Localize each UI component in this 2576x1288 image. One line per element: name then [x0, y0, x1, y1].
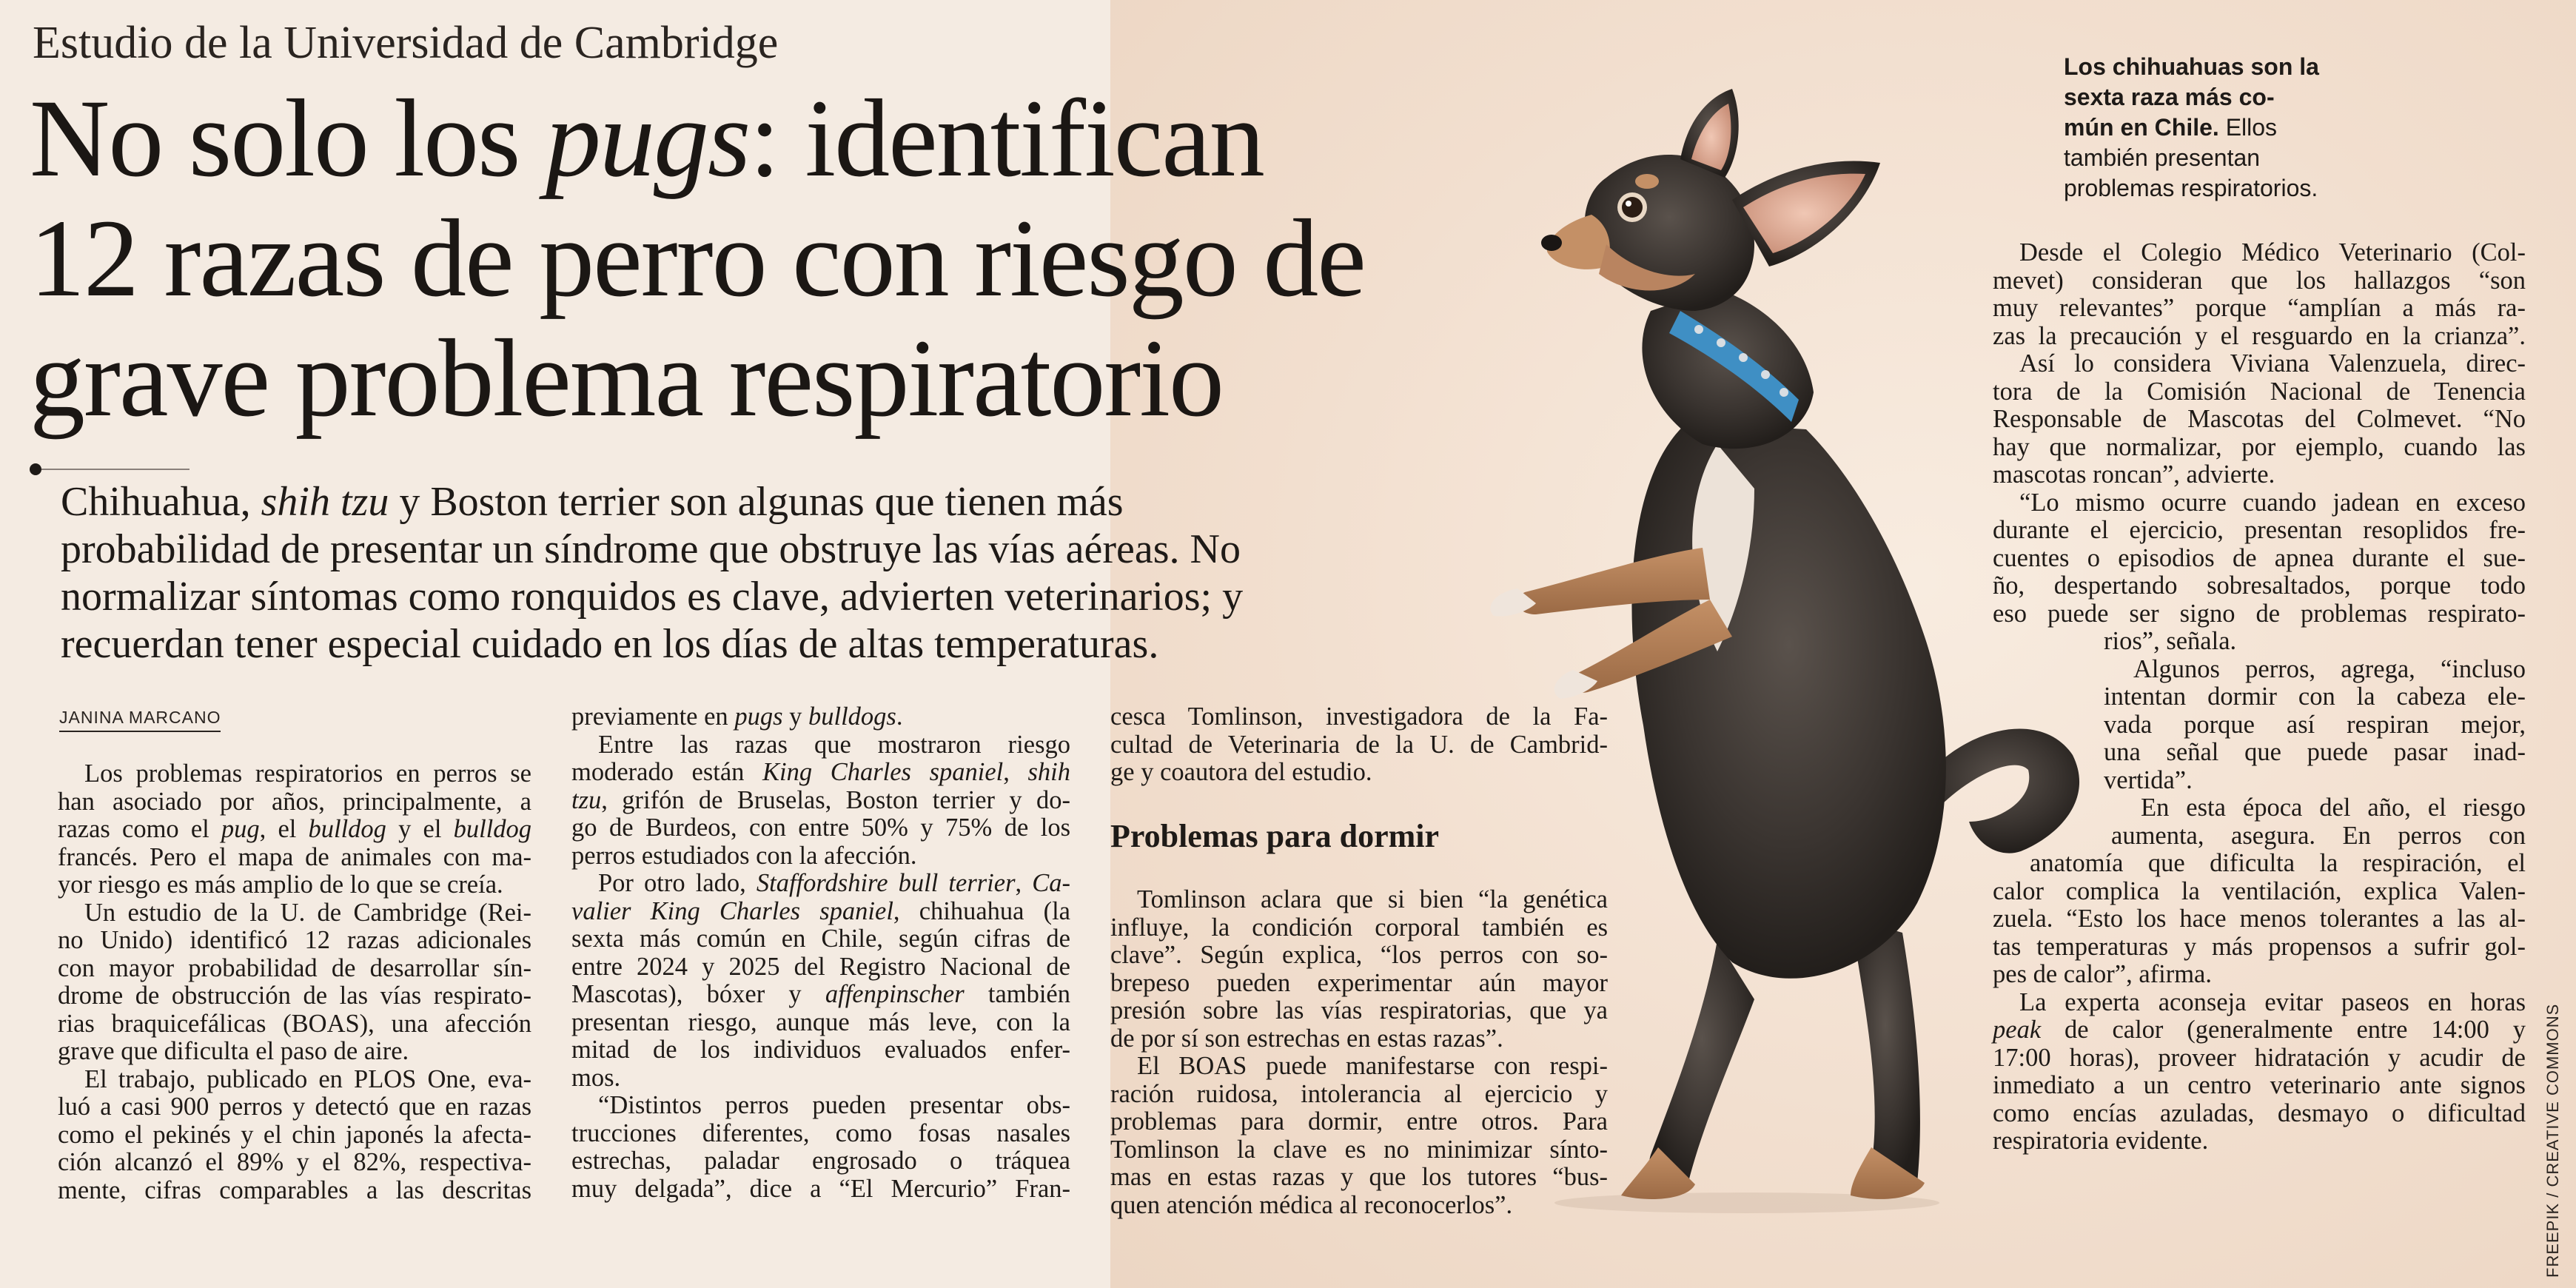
text-line: inmediato a un centro veterinario ante signos	[1993, 1071, 2526, 1099]
text-line: hay que normalizar, por ejemplo, cuando las	[1993, 432, 2526, 461]
text-line: Así lo considera Viviana Valenzuela, direc-	[2019, 349, 2526, 378]
text-line: Mascotas), bóxer y affenpinscher también	[571, 980, 1070, 1008]
text-line: con mayor probabilidad de desarrollar sín-	[58, 953, 531, 982]
text-line: clave”. Según explica, “los perros con so-	[1110, 941, 1608, 969]
text-line: yor riesgo es más amplio de lo que se creía.	[58, 871, 503, 899]
text-line: “Lo mismo ocurre cuando jadean en exceso	[2019, 488, 2526, 517]
text-line: peak de calor (generalmente entre 14:00 y	[1993, 1016, 2526, 1044]
lede	[61, 478, 1438, 668]
text-line: rias braquicefálicas (BOAS), una afección	[58, 1009, 531, 1038]
text-line: Tomlinson aclara que si bien “la genética	[1137, 885, 1608, 913]
text-line: ción alcanzó el 89% y el 82%, respectiva-	[58, 1148, 531, 1176]
lede-line: recuerdan tener especial cuidado en los días de altas temperaturas.	[61, 621, 1159, 667]
text-line: valier King Charles spaniel, chihuahua (la	[571, 896, 1070, 925]
text-line: zas la precaución y el resguardo en la crianza”.	[1993, 321, 2526, 350]
text-line: intentan dormir con la cabeza ele-	[2104, 682, 2526, 711]
text-line: Un estudio de la U. de Cambridge (Rei-	[84, 898, 531, 927]
text-line: go de Burdeos, con entre 50% y 75% de los	[571, 814, 1070, 842]
text-line: sexta más común en Chile, según cifras de	[571, 925, 1070, 953]
text-line: problemas para dormir, entre otros. Para	[1110, 1107, 1608, 1136]
text-line: Los problemas respiratorios en perros se	[84, 759, 531, 788]
text-line: moderado están King Charles spaniel, shih	[571, 758, 1070, 786]
text-line: ño, despertando sobresaltados, porque todo	[1993, 571, 2526, 600]
headline-line-2: 12 razas de perro con riesgo de	[30, 197, 1365, 320]
text-line: no Unido) identificó 12 razas adicionales	[58, 926, 531, 954]
rule-line	[41, 469, 189, 470]
text-line: En esta época del año, el riesgo	[2141, 794, 2526, 822]
text-line: drome de obstrucción de las vías respirato-	[58, 982, 531, 1010]
text-line: luó a casi 900 perros y detectó que en razas	[58, 1093, 531, 1121]
column-2	[571, 703, 1070, 1203]
text-line: tzu, grifón de Bruselas, Boston terrier y do-	[571, 785, 1070, 814]
text-line: calor complica la ventilación, explica Valen-	[1993, 876, 2526, 905]
text-line: francés. Pero el mapa de animales con ma-	[58, 842, 531, 871]
text-line: de por sí son estrechas en estas razas”.	[1110, 1024, 1503, 1053]
text-line: razas como el pug, el bulldog y el bulldog	[58, 815, 531, 843]
text-line: presentan riesgo, aunque más leve, con la	[571, 1007, 1070, 1036]
headline	[30, 78, 1495, 438]
text-line: cultad de Veterinaria de la U. de Cambrid-	[1110, 730, 1608, 759]
photo-caption: Los chihuahuas son la sexta raza más co- mún en Chile. Ellos también presentan problemas respiratorios.	[2064, 53, 2319, 201]
text-line: una señal que puede pasar inad-	[2104, 738, 2526, 766]
text-line: ge y coautora del estudio.	[1110, 758, 1372, 786]
text-line: entre 2024 y 2025 del Registro Nacional de	[571, 952, 1070, 981]
text-line: trucciones diferentes, como fosas nasales	[571, 1118, 1070, 1147]
text-line: cesca Tomlinson, investigadora de la Fa-	[1110, 702, 1608, 731]
text-line: brepeso pueden experimentar aún mayor	[1110, 968, 1608, 997]
kicker: Estudio de la Universidad de Cambridge	[33, 18, 779, 68]
text-line: aumenta, asegura. En perros con	[2111, 821, 2526, 850]
text-line: vada porque así respiran mejor,	[2104, 710, 2526, 739]
column-1	[58, 760, 531, 1204]
text-line: mevet) consideran que los hallazgos “son	[1993, 266, 2526, 295]
text-line: tas temperaturas y más propensos a sufrir gol-	[1993, 932, 2526, 961]
text-line: pes de calor”, afirma.	[1993, 960, 2212, 988]
text-line: eso puede ser signo de problemas respirato-	[1993, 599, 2526, 628]
text-line: Responsable de Mascotas del Colmevet. “No	[1993, 405, 2526, 433]
text-line: tora de la Comisión Nacional de Tenencia	[1993, 377, 2526, 406]
chihuahua-photo	[1406, 89, 2161, 1214]
text-line: El BOAS puede manifestarse con respi-	[1137, 1052, 1608, 1080]
text-line: La experta aconseja evitar paseos en horas	[2019, 987, 2526, 1016]
byline: JANINA MARCANO	[59, 708, 221, 732]
text-line: “Distintos perros pueden presentar obs-	[598, 1091, 1070, 1119]
text-line: anatomía que dificulta la respiración, el	[2030, 849, 2526, 877]
headline-line-1: No solo los pugs: identifican	[30, 77, 1264, 200]
text-line: mente, cifras comparables a las descritas	[58, 1175, 531, 1204]
text-line: grave que dificulta el paso de aire.	[58, 1037, 409, 1065]
subhead: Problemas para dormir	[1110, 818, 1440, 854]
text-line: mas en estas razas y que los tutores “bus-	[1110, 1163, 1608, 1191]
text-line: muy delgada”, dice a “El Mercurio” Fran-	[571, 1174, 1070, 1203]
text-line: previamente en pugs y bulldogs.	[571, 702, 903, 731]
text-line: presión sobre las vías respiratorias, que ya	[1110, 996, 1608, 1024]
text-line: como el pekinés y el chin japonés la afecta-	[58, 1120, 531, 1149]
text-line: durante el ejercicio, presentan resoplidos fre-	[1993, 516, 2526, 544]
lede-line: Chihuahua, shih tzu y Boston terrier son algunas que tienen más	[61, 479, 1124, 525]
text-line: vertida”.	[2104, 765, 2193, 794]
rule-bullet	[30, 463, 41, 475]
text-line: ración ruidosa, intolerancia al ejercicio y	[1110, 1079, 1608, 1108]
text-line: Entre las razas que mostraron riesgo	[598, 730, 1070, 759]
text-line: perros estudiados con la afección.	[571, 841, 917, 870]
text-line: quen atención médica al reconocerlos”.	[1110, 1190, 1513, 1219]
lede-line: normalizar síntomas como ronquidos es clave, advierten veterinarios; y	[61, 574, 1244, 620]
text-line: Desde el Colegio Médico Veterinario (Col-	[2019, 238, 2526, 266]
text-line: 17:00 horas), proveer hidratación y acudir de	[1993, 1043, 2526, 1072]
text-line: El trabajo, publicado en PLOS One, eva-	[84, 1064, 531, 1093]
text-line: como encías azuladas, desmayo o dificultad	[1993, 1099, 2526, 1127]
text-line: estrechas, paladar engrosado o tráquea	[571, 1147, 1070, 1175]
text-line: cuentes o episodios de apnea durante el sue-	[1993, 543, 2526, 572]
text-line: mos.	[571, 1063, 621, 1092]
text-line: rios”, señala.	[2104, 627, 2237, 655]
text-line: muy relevantes” porque “amplían a más ra-	[1993, 294, 2526, 322]
text-line: Por otro lado, Staffordshire bull terrier, Ca-	[598, 869, 1070, 897]
text-line: mascotas roncan”, advierte.	[1993, 460, 2275, 489]
text-line: zuela. “Esto los hace menos tolerantes a las al-	[1993, 905, 2526, 933]
text-line: mitad de los individuos evaluados enfer-	[571, 1036, 1070, 1064]
headline-line-3: grave problema respiratorio	[30, 317, 1223, 440]
photo-credit: FREEPIK / CREATIVE COMMONS	[2543, 1003, 2562, 1278]
lede-line: probabilidad de presentar un síndrome que obstruye las vías aéreas. No	[61, 526, 1241, 572]
text-line: respiratoria evidente.	[1993, 1127, 2209, 1155]
text-line: han asociado por años, principalmente, a	[58, 787, 531, 816]
text-line: Algunos perros, agrega, “incluso	[2133, 654, 2526, 683]
text-line: influye, la condición corporal también es	[1110, 913, 1608, 942]
text-line: Tomlinson la clave es no minimizar sínto-	[1110, 1135, 1608, 1164]
